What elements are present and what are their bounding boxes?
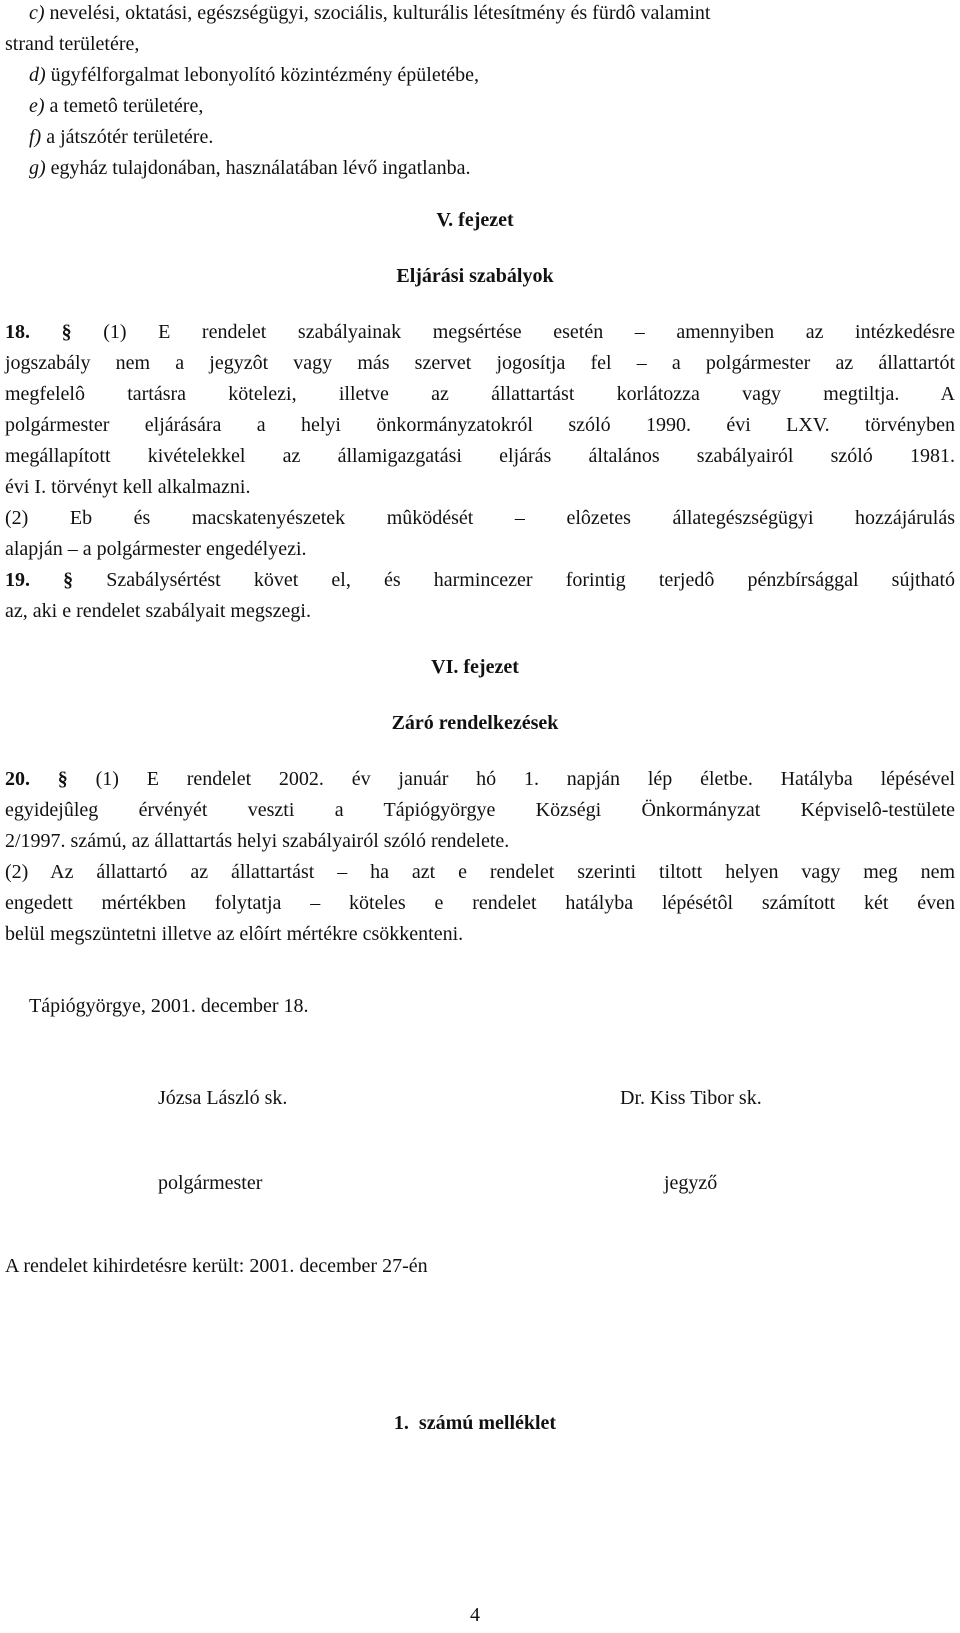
section-line: évi I. törvényt kell alkalmazni.: [5, 476, 251, 498]
list-letter: f): [29, 126, 42, 148]
section-20: [5, 764, 955, 950]
section-number: 20.: [5, 768, 30, 790]
section-line: 19. § Szabálysértést követ el, és harmincezer forintig terjedô pénzbírsággal sújtható: [5, 569, 956, 591]
page-number: 4: [470, 1604, 480, 1626]
section-line: (2) Az állattartó az állattartást – ha azt e rendelet szerinti tiltott helyen vagy meg nem: [5, 861, 955, 883]
list-text: a temetô területére,: [49, 95, 204, 117]
promulgation-note: A rendelet kihirdetésre került: 2001. december 27-én: [5, 1255, 428, 1277]
list-text: nevelési, oktatási, egészségügyi, szociális, kulturális létesítmény és fürdô valamint: [49, 2, 711, 24]
section-line: megfelelô tartásra kötelezi, illetve az állattartást korlátozza vagy megtiltja. A: [5, 383, 955, 405]
section-line: 2/1997. számú, az állattartás helyi szabályairól szóló rendelete.: [5, 830, 510, 852]
section-19: [5, 565, 955, 627]
section-line: az, aki e rendelet szabályait megszegi.: [5, 600, 311, 622]
chapter-subtitle: Eljárási szabályok: [396, 265, 554, 287]
paragraph-sign: §: [57, 768, 68, 790]
section-line: 20. § (1) E rendelet 2002. év január hó 1. napján lép életbe. Hatályba lépésével: [5, 768, 955, 790]
signature-left-title: polgármester: [158, 1172, 263, 1194]
signature-right-name: Dr. Kiss Tibor sk.: [620, 1087, 762, 1109]
section-line: jogszabály nem a jegyzôt vagy más szervet jogosítja fel – a polgármester az állattartót: [5, 352, 955, 374]
section-number: 18.: [5, 321, 30, 343]
annex-title: 1. számú melléklet: [393, 1412, 557, 1434]
list-item-c: [29, 0, 710, 29]
list-letter: e): [29, 95, 45, 117]
list-item-g: [29, 153, 471, 184]
section-line: megállapított kivételekkel az államigazgatási eljárás általános szabályairól szóló 1981.: [5, 445, 955, 467]
list-text: a játszótér területére.: [46, 126, 214, 148]
list-letter: c): [29, 2, 45, 24]
signature-right-title: jegyző: [664, 1172, 718, 1194]
section-18: [5, 317, 955, 565]
list-item-d: [29, 60, 479, 91]
chapter-title: V. fejezet: [436, 209, 514, 231]
list-item-c-continuation: strand területére,: [5, 33, 140, 55]
chapter-subtitle: Záró rendelkezések: [391, 712, 559, 734]
paragraph-sign: §: [61, 321, 72, 343]
signature-left-name: Józsa László sk.: [158, 1087, 288, 1109]
place-date: Tápiógyörgye, 2001. december 18.: [29, 995, 309, 1017]
section-line: (2) Eb és macskatenyészetek mûködését – elôzetes állategészségügyi hozzájárulás: [5, 507, 955, 529]
section-number: 19.: [5, 569, 30, 591]
section-line: engedett mértékben folytatja – köteles e rendelet hatályba lépésétôl számított két éven: [5, 892, 955, 914]
section-line: 18. § (1) E rendelet szabályainak megsértése esetén – amennyiben az intézkedésre: [5, 321, 955, 343]
list-letter: d): [29, 64, 46, 86]
section-line: egyidejûleg érvényét veszti a Tápiógyörgye Községi Önkormányzat Képviselô-testülete: [5, 799, 955, 821]
list-letter: g): [29, 157, 46, 179]
list-item-e: [29, 91, 203, 122]
section-line: polgármester eljárására a helyi önkormányzatokról szóló 1990. évi LXV. törvényben: [5, 414, 955, 436]
section-line: belül megszüntetni illetve az elôírt mértékre csökkenteni.: [5, 923, 464, 945]
list-text: egyház tulajdonában, használatában lévő ingatlanba.: [50, 157, 471, 179]
paragraph-sign: §: [63, 569, 74, 591]
chapter-title: VI. fejezet: [431, 656, 519, 678]
list-item-f: [29, 122, 213, 153]
section-line: alapján – a polgármester engedélyezi.: [5, 538, 307, 560]
list-text: ügyfélforgalmat lebonyolító közintézmény épületébe,: [50, 64, 480, 86]
